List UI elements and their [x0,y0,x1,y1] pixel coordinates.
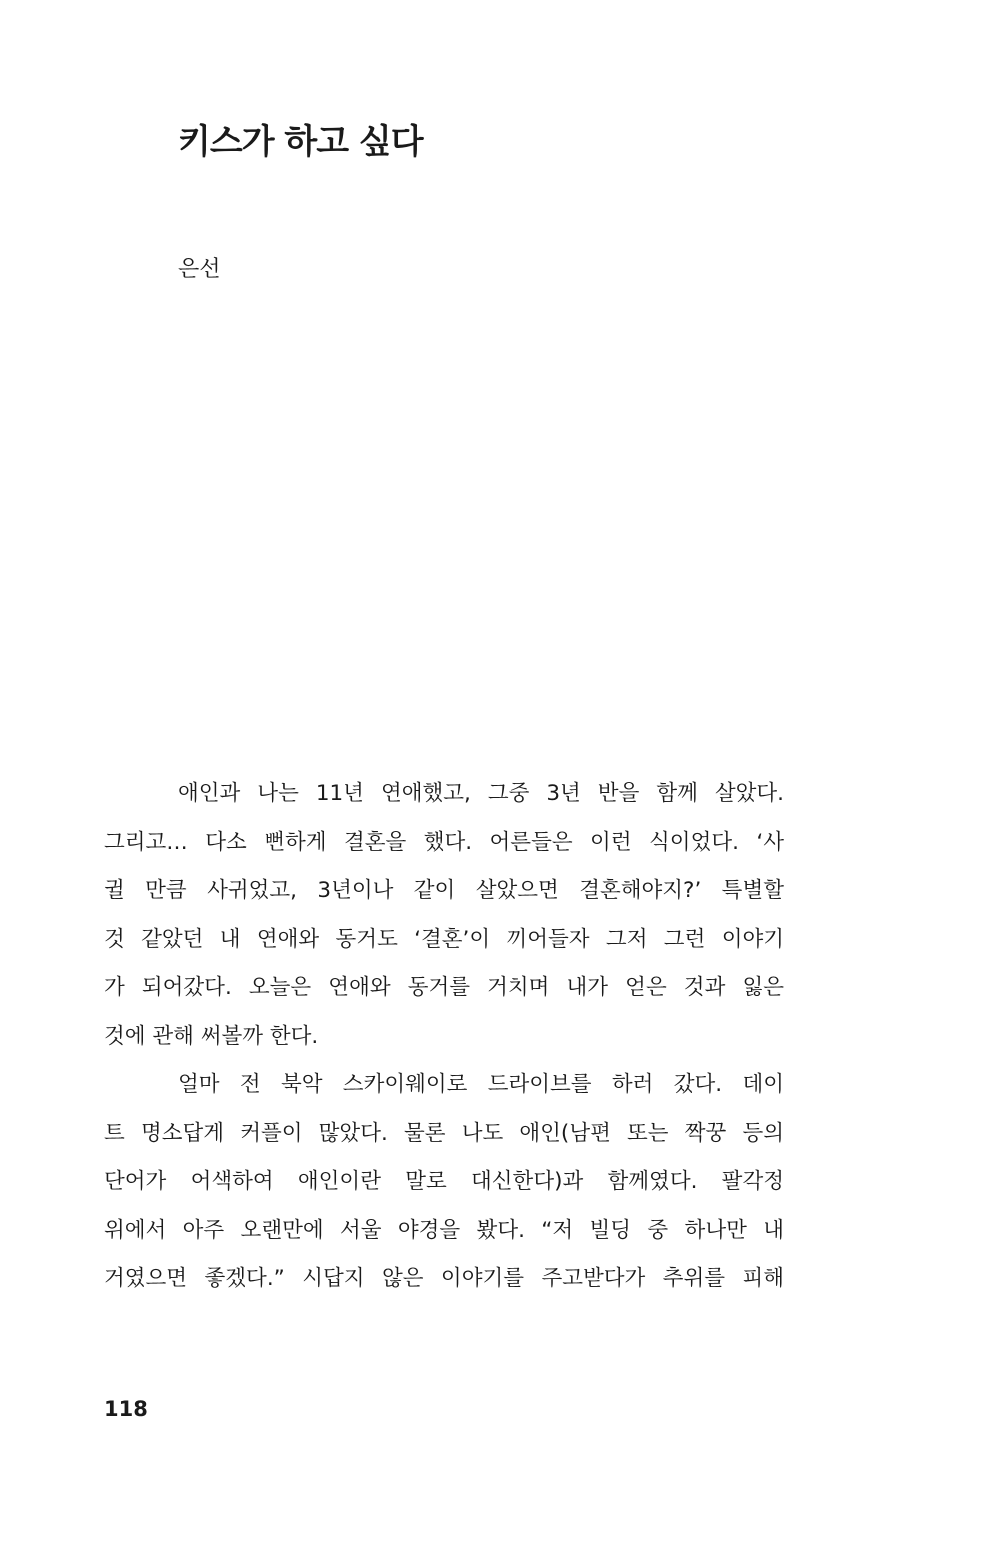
text-line: 귈 만큼 사귀었고, 3년이나 같이 살았으면 결혼해야지?’ 특별할 [104,878,784,903]
body-text [104,770,784,1304]
text-line: 단어가 어색하여 애인이란 말로 대신한다)과 함께였다. 팔각정 [104,1169,784,1194]
paragraph-2 [104,1061,784,1304]
text-line: 것 같았던 내 연애와 동거도 ‘결혼’이 끼어들자 그저 그런 이야기 [104,926,784,952]
text-line: 그리고… 다소 뻔하게 결혼을 했다. 어른들은 이런 식이었다. ‘사 [104,829,784,855]
chapter-title: 키스가 하고 싶다 [178,122,423,162]
text-line: 얼마 전 북악 스카이웨이로 드라이브를 하러 갔다. 데이 [178,1072,784,1097]
page-number: 118 [104,1397,148,1421]
text-line: 거였으면 좋겠다.” 시답지 않은 이야기를 주고받다가 추위를 피해 [104,1266,784,1291]
text-line: 것에 관해 써볼까 한다. [104,1023,319,1049]
paragraph-1 [104,770,784,1061]
text-line: 가 되어갔다. 오늘은 연애와 동거를 거치며 내가 얻은 것과 잃은 [104,975,784,1000]
text-line: 트 명소답게 커플이 많았다. 물론 나도 애인(남편 또는 짝꿍 등의 [104,1120,784,1146]
text-line: 애인과 나는 11년 연애했고, 그중 3년 반을 함께 살았다. [178,781,784,806]
text-line: 위에서 아주 오랜만에 서울 야경을 봤다. “저 빌딩 중 하나만 내 [104,1217,784,1243]
chapter-author: 은선 [178,257,221,282]
